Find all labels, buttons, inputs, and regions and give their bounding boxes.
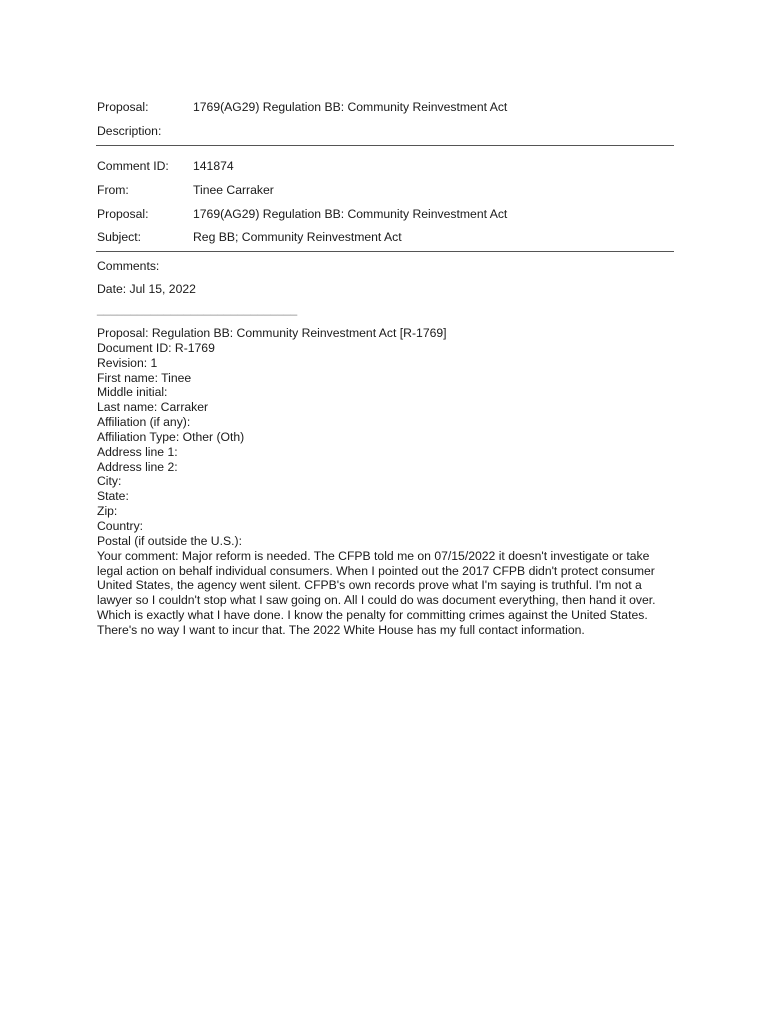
field-line: State: [97,489,129,504]
comment-date: Date: Jul 15, 2022 [97,282,196,296]
comment-fields [97,326,677,638]
field-line: Proposal: Regulation BB: Community Reinvestment Act [R-1769] [97,326,447,340]
field-line: Postal (if outside the U.S.): [97,533,242,548]
comments-label: Comments: [97,259,160,273]
from-row [97,183,274,197]
header-proposal-label: Proposal: [97,100,149,114]
from-label: From: [97,183,129,197]
meta-proposal-value: 1769(AG29) Regulation BB: Community Reinvestment Act [193,207,508,221]
comment-id-label: Comment ID: [97,159,169,173]
field-line: City: [97,474,122,489]
field-line: Document ID: R-1769 [97,340,215,355]
field-line: Last name: Carraker [97,400,209,415]
comment-text: Your comment: Major reform is needed. The CFPB told me on 07/15/2022 it doesn't investigate or take legal action on behalf individual consumers. When I pointed out the 2017 CFPB didn't protect consumer United States, the agency went silent. CFPB's own records prove what I'm saying is truthful. I'm not a lawyer so I couldn't stop what I saw going on. All I could do was document everything, then hand it over. Which is exactly what I have done. I know the penalty for committing crimes against the United States. There's no way I want to incur that. The 2022 White House has my full contact information. [97,548,656,637]
subject-value: Reg BB; Community Reinvestment Act [193,230,402,244]
date-separator: ______________________________ [97,302,298,316]
comment-id-row [97,159,234,173]
field-line: First name: Tinee [97,370,192,385]
description-row [97,124,161,138]
field-line: Middle initial: [97,385,168,400]
header-proposal-value: 1769(AG29) Regulation BB: Community Reinvestment Act [193,100,508,114]
meta-proposal-row [97,207,507,221]
description-label: Description: [97,124,162,138]
field-line: Zip: [97,504,118,519]
meta-proposal-label: Proposal: [97,207,149,221]
header-divider [96,145,674,146]
field-line: Revision: 1 [97,355,158,370]
subject-row [97,230,402,244]
date-row [97,282,196,296]
field-line: Country: [97,518,144,533]
meta-divider [96,251,674,252]
from-value: Tinee Carraker [193,183,274,197]
subject-label: Subject: [97,230,142,244]
field-line: Affiliation (if any): [97,415,191,430]
comments-label-row [97,259,159,273]
field-line: Address line 2: [97,459,178,474]
header-proposal-row [97,100,507,114]
field-line: Affiliation Type: Other (Oth) [97,429,245,444]
comment-id-value: 141874 [193,159,234,173]
field-line: Address line 1: [97,444,178,459]
